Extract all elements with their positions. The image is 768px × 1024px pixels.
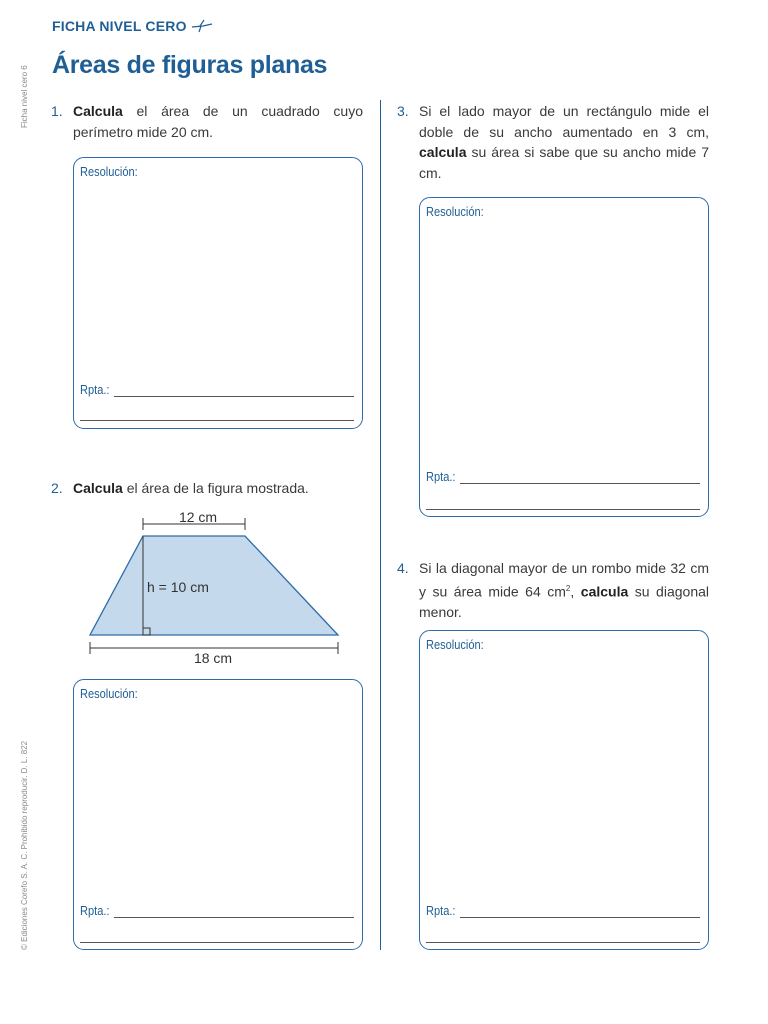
sidebar-copyright: © Ediciones Corefo S. A. C. Prohibido reproducir. D. L. 822 <box>20 740 29 950</box>
problem-text-sep: , <box>570 583 581 600</box>
resolution-box-1[interactable] <box>73 157 363 429</box>
page-title: Áreas de figuras planas <box>52 51 328 79</box>
problem-verb: calcula <box>419 144 467 160</box>
section-header <box>52 18 213 34</box>
sidebar-page-label: Ficha nivel cero 6 <box>20 65 29 128</box>
answer-line-2[interactable] <box>426 942 700 943</box>
problem-4 <box>397 558 709 622</box>
answer-line[interactable] <box>114 396 354 397</box>
answer-label: Rpta.: <box>80 903 110 918</box>
superscript: 2 <box>565 583 571 593</box>
problem-verb: calcula <box>580 583 629 600</box>
bird-icon <box>191 19 213 33</box>
problem-3 <box>397 101 709 183</box>
answer-line[interactable] <box>460 917 700 918</box>
problem-text: el área de la figura mostrada. <box>122 480 309 496</box>
answer-label: Rpta.: <box>426 903 456 918</box>
bottom-base-label: 18 cm <box>193 650 233 666</box>
answer-line[interactable] <box>114 917 354 918</box>
top-base-label: 12 cm <box>178 509 218 525</box>
problem-number: 4. <box>397 560 409 576</box>
trapezoid-figure <box>80 505 350 670</box>
answer-label: Rpta.: <box>426 469 456 484</box>
answer-line-2[interactable] <box>80 420 354 421</box>
resolution-label: Resolución: <box>80 164 138 179</box>
resolution-label: Resolución: <box>426 637 484 652</box>
problem-text: Si la diagonal mayor de un rombo mide 32 cm y su área mide 64 cm <box>419 560 709 600</box>
resolution-box-4[interactable] <box>419 630 709 950</box>
resolution-box-3[interactable] <box>419 197 709 517</box>
problem-verb: Calcula <box>73 103 123 119</box>
height-label: h = 10 cm <box>147 579 209 595</box>
header-label: FICHA NIVEL CERO <box>52 18 187 34</box>
answer-label: Rpta.: <box>80 382 110 397</box>
problem-number: 3. <box>397 103 409 119</box>
problem-2 <box>51 478 363 499</box>
resolution-box-2[interactable] <box>73 679 363 950</box>
resolution-label: Resolución: <box>80 686 138 701</box>
answer-line-2[interactable] <box>426 509 700 510</box>
problem-text: el área de un cuadrado cuyo perímetro mide 20 cm. <box>73 103 363 140</box>
problem-verb: Calcula <box>73 480 123 496</box>
trapezoid-shape <box>90 536 338 635</box>
problem-number: 2. <box>51 480 63 496</box>
answer-line[interactable] <box>460 483 700 484</box>
answer-line-2[interactable] <box>80 942 354 943</box>
problem-text-end: su diagonal menor. <box>419 583 709 620</box>
problem-text: Si el lado mayor de un rectángulo mide el doble de su ancho aumentado en 3 cm, <box>419 103 709 140</box>
column-divider <box>380 100 381 950</box>
problem-number: 1. <box>51 103 63 119</box>
problem-1 <box>51 101 363 142</box>
resolution-label: Resolución: <box>426 204 484 219</box>
problem-text-end: su área si sabe que su ancho mide 7 cm. <box>419 144 709 181</box>
